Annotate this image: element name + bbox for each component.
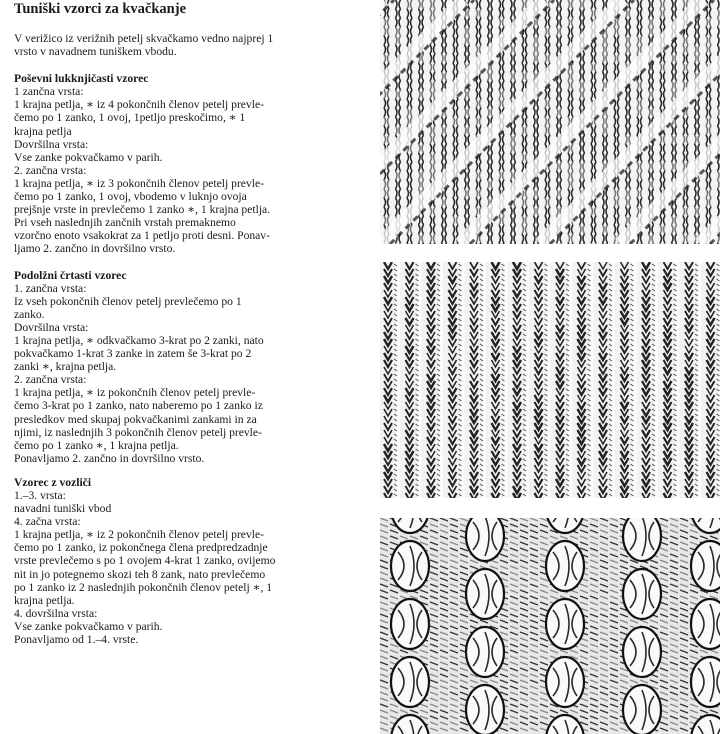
- swatch-photo-diagonal-lace: [380, 0, 720, 244]
- instruction-line: navadni tuniški vbod: [14, 502, 112, 516]
- instruction-line: Vse zanke pokvačkamo v parih.: [14, 150, 163, 164]
- instruction-line: 1 zančna vrsta:: [14, 85, 84, 99]
- text-column: [14, 0, 362, 646]
- section-diagonal-lace: [14, 72, 362, 255]
- section-title: Podolžni črtasti vzorec: [14, 268, 127, 282]
- instruction-line: Iz vseh pokončnih členov petelj prevlečemo po 1: [14, 294, 242, 308]
- instruction-line: presledkov med skupaj pokvačkanimi zankami in za: [14, 412, 257, 426]
- section-vertical-stripe: [14, 269, 362, 465]
- instruction-line: čemo po 1 zanko, 1 ovoj, vbodemo v luknjo ovoja: [14, 190, 247, 204]
- instruction-line: čemo po 1 zanko ∗, 1 krajna petlja.: [14, 438, 179, 452]
- instruction-line: njimi, iz naslednjih 3 pokončnih členov petelj prevle-: [14, 425, 262, 439]
- instruction-line: Vse zanke pokvačkamo v parih.: [14, 619, 163, 633]
- instruction-line: čemo po 1 zanko, 1 ovoj, 1petljo preskočimo, ∗ 1: [14, 111, 246, 125]
- section-body: [14, 85, 362, 255]
- instruction-line: krajna petlja: [14, 124, 72, 138]
- instruction-line: 4. začna vrsta:: [14, 515, 81, 529]
- swatch-photo-bobble: [380, 518, 720, 734]
- intro-line: vrsto v navadnem tuniškem vbodu.: [14, 45, 177, 59]
- instruction-line: čemo 3-krat po 1 zanko, nato naberemo po 1 zanko iz: [14, 399, 263, 413]
- instruction-line: ljamo 2. zančno in dovršilno vrsto.: [14, 242, 176, 256]
- instruction-line: čemo po 1 zanko, iz pokončnega člena predpredzadnje: [14, 541, 268, 555]
- instruction-line: Ponavljamo 2. zančno in dovršilno vrsto.: [14, 451, 205, 465]
- instruction-line: krajna petlja.: [14, 593, 75, 607]
- section-bobble: [14, 476, 362, 646]
- section-title: Vzorec z vozliči: [14, 475, 92, 489]
- instruction-line: pokvačkamo 1-krat 3 zanke in zatem še 3-krat po 2: [14, 347, 252, 361]
- instruction-line: 1 krajna petlja, ∗ iz 3 pokončnih členov petelj prevle-: [14, 176, 264, 190]
- instruction-line: 1 krajna petlja, ∗ iz 4 pokončnih členov petelj prevle-: [14, 98, 264, 112]
- page-title: Tuniški vzorci za kvačkanje: [14, 1, 187, 17]
- instruction-line: 1 krajna petlja, ∗ iz pokončnih členov petelj prevle-: [14, 386, 256, 400]
- instruction-line: 2. zančna vrsta:: [14, 373, 87, 387]
- instruction-line: 2. zančna vrsta:: [14, 163, 87, 177]
- section-body: [14, 489, 362, 646]
- instruction-line: Dovršilna vrsta:: [14, 320, 89, 334]
- instruction-line: 1 krajna petlja, ∗ iz 2 pokončnih členov petelj prevle-: [14, 528, 264, 542]
- instruction-line: po 1 zanko iz 2 naslednjih pokončnih členov petelj ∗, 1: [14, 580, 273, 594]
- instruction-line: prejšnje vrste in prevlečemo 1 zanko ∗, 1 krajna petlja.: [14, 203, 271, 217]
- instruction-line: 1. zančna vrsta:: [14, 281, 87, 295]
- intro-line: V verižico iz verižnih petelj skvačkamo vedno najprej 1: [14, 32, 274, 45]
- instruction-line: Dovršilna vrsta:: [14, 137, 89, 151]
- instruction-line: zanki ∗, krajna petlja.: [14, 360, 117, 374]
- instruction-line: 1.–3. vrsta:: [14, 489, 66, 502]
- instruction-line: nit in jo potegnemo skozi teh 8 zank, nato prevlečemo: [14, 567, 266, 581]
- instruction-line: vrste prevlečemo s po 1 ovojem 4-krat 1 zanko, ovijemo: [14, 554, 276, 568]
- instruction-line: Pri vseh naslednjih zančnih vrstah premaknemo: [14, 216, 236, 230]
- section-title: Poševni lukknjičasti vzorec: [14, 72, 149, 86]
- instruction-line: zanko.: [14, 307, 45, 321]
- instruction-line: Ponavljamo od 1.–4. vrste.: [14, 633, 139, 647]
- section-body: [14, 282, 362, 465]
- instruction-line: 1 krajna petlja, ∗ odkvačkamo 3-krat po 2 zanki, nato: [14, 333, 264, 347]
- swatch-photo-vertical-stripe: [380, 262, 720, 498]
- intro-paragraph: [14, 32, 362, 58]
- instruction-line: 4. dovršilna vrsta:: [14, 606, 98, 620]
- instruction-line: vzorčno enoto vsakokrat za 1 petljo proti desni. Ponav-: [14, 229, 270, 243]
